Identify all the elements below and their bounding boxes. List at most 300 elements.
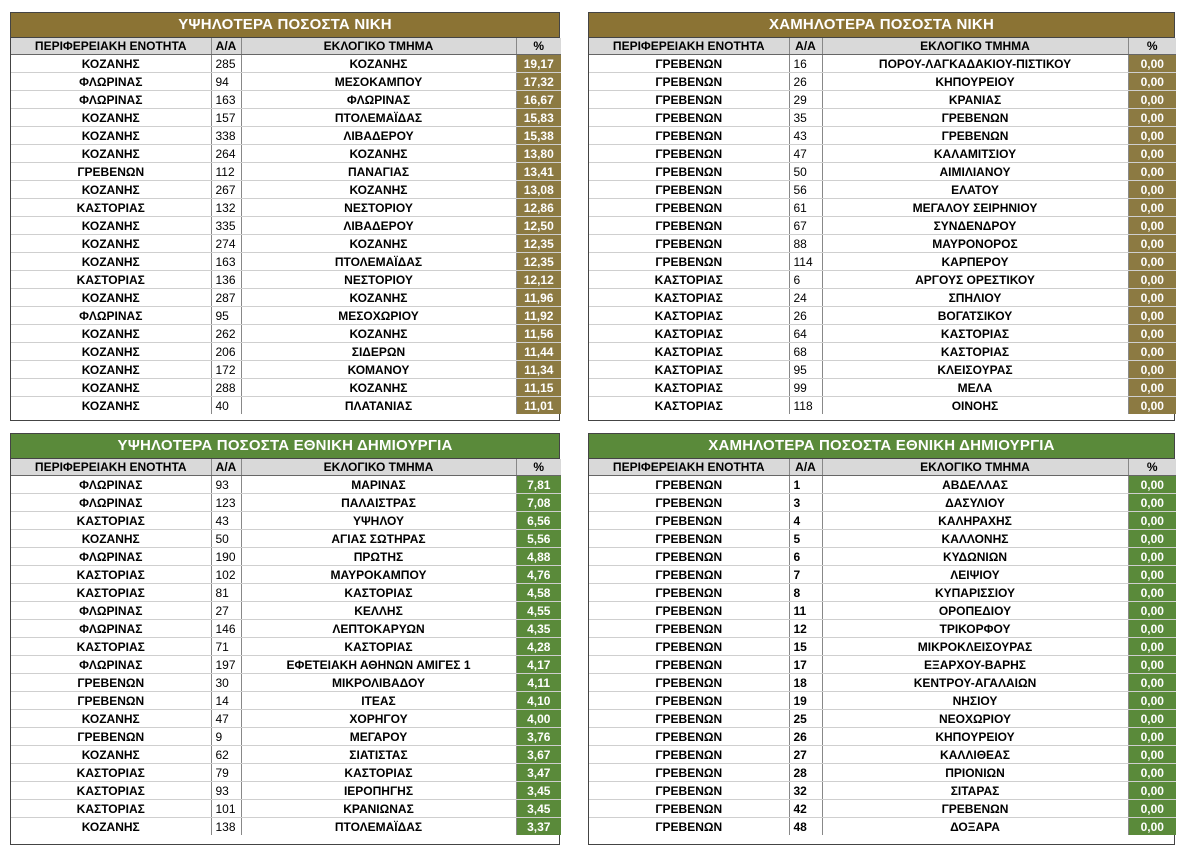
cell-section: ΒΟΓΑΤΣΙΚΟΥ <box>822 307 1128 325</box>
table-row <box>11 235 561 253</box>
table-row <box>589 343 1176 361</box>
cell-section: ΚΛΕΙΣΟΥΡΑΣ <box>822 361 1128 379</box>
cell-pct: 13,80 <box>516 145 561 163</box>
table-row <box>589 602 1176 620</box>
cell-pct: 0,00 <box>1128 379 1176 397</box>
cell-aa: 136 <box>211 271 241 289</box>
table-row <box>589 638 1176 656</box>
cell-region: ΓΡΕΒΕΝΩΝ <box>589 620 789 638</box>
cell-aa: 71 <box>211 638 241 656</box>
cell-section: ΕΦΕΤΕΙΑΚΗ ΑΘΗΝΩΝ ΑΜΙΓΕΣ 1 <box>241 656 516 674</box>
table-row <box>589 325 1176 343</box>
cell-pct: 3,76 <box>516 728 561 746</box>
cell-aa: 114 <box>789 253 822 271</box>
cell-pct: 0,00 <box>1128 746 1176 764</box>
cell-section: ΝΕΟΧΩΡΙΟΥ <box>822 710 1128 728</box>
cell-region: ΚΟΖΑΝΗΣ <box>11 746 211 764</box>
table-row <box>589 800 1176 818</box>
cell-pct: 0,00 <box>1128 397 1176 415</box>
cell-pct: 17,32 <box>516 73 561 91</box>
table-row <box>589 145 1176 163</box>
header-aa: Α/Α <box>211 459 241 476</box>
cell-pct: 0,00 <box>1128 710 1176 728</box>
cell-aa: 64 <box>789 325 822 343</box>
table-row <box>11 494 561 512</box>
cell-pct: 0,00 <box>1128 764 1176 782</box>
cell-pct: 11,92 <box>516 307 561 325</box>
cell-aa: 138 <box>211 818 241 836</box>
cell-section: ΜΙΚΡΟΚΛΕΙΣΟΥΡΑΣ <box>822 638 1128 656</box>
cell-section: ΔΑΣΥΛΙΟΥ <box>822 494 1128 512</box>
header-pct: % <box>1128 38 1176 55</box>
cell-region: ΚΑΣΤΟΡΙΑΣ <box>11 638 211 656</box>
table-row <box>11 343 561 361</box>
cell-region: ΚΑΣΤΟΡΙΑΣ <box>11 512 211 530</box>
cell-region: ΓΡΕΒΕΝΩΝ <box>589 217 789 235</box>
cell-region: ΚΟΖΑΝΗΣ <box>11 235 211 253</box>
cell-section: ΚΟΖΑΝΗΣ <box>241 379 516 397</box>
cell-region: ΚΟΖΑΝΗΣ <box>11 127 211 145</box>
cell-pct: 12,35 <box>516 235 561 253</box>
cell-region: ΚΟΖΑΝΗΣ <box>11 325 211 343</box>
panel-nd-lowest <box>588 12 1175 421</box>
table-row <box>589 307 1176 325</box>
cell-pct: 15,38 <box>516 127 561 145</box>
cell-pct: 0,00 <box>1128 548 1176 566</box>
cell-aa: 27 <box>211 602 241 620</box>
cell-section: ΜΙΚΡΟΛΙΒΑΔΟΥ <box>241 674 516 692</box>
table-row <box>11 217 561 235</box>
table-row <box>11 271 561 289</box>
table-row <box>11 127 561 145</box>
cell-section: ΝΕΣΤΟΡΙΟΥ <box>241 199 516 217</box>
panel-title: ΥΨΗΛΟΤΕΡΑ ΠΟΣΟΣΤΑ ΝΙΚΗ <box>11 13 559 38</box>
table-row <box>11 674 561 692</box>
cell-region: ΓΡΕΒΕΝΩΝ <box>589 566 789 584</box>
cell-pct: 4,10 <box>516 692 561 710</box>
cell-pct: 0,00 <box>1128 800 1176 818</box>
cell-aa: 101 <box>211 800 241 818</box>
table-row <box>589 764 1176 782</box>
cell-pct: 5,56 <box>516 530 561 548</box>
table-row <box>11 656 561 674</box>
cell-region: ΚΑΣΤΟΡΙΑΣ <box>11 800 211 818</box>
cell-section: ΝΗΣΙΟΥ <box>822 692 1128 710</box>
cell-section: ΚΟΖΑΝΗΣ <box>241 181 516 199</box>
cell-region: ΚΑΣΤΟΡΙΑΣ <box>589 343 789 361</box>
cell-section: ΠΡΙΟΝΙΩΝ <box>822 764 1128 782</box>
cell-aa: 26 <box>789 307 822 325</box>
cell-pct: 0,00 <box>1128 325 1176 343</box>
cell-section: ΣΥΝΔΕΝΔΡΟΥ <box>822 217 1128 235</box>
cell-pct: 0,00 <box>1128 692 1176 710</box>
panel-ed-highest <box>10 433 560 845</box>
cell-region: ΓΡΕΒΕΝΩΝ <box>589 476 789 494</box>
cell-aa: 197 <box>211 656 241 674</box>
cell-pct: 4,00 <box>516 710 561 728</box>
table-row <box>589 746 1176 764</box>
table-row <box>589 73 1176 91</box>
cell-section: ΜΑΥΡΟΚΑΜΠΟΥ <box>241 566 516 584</box>
table-row <box>11 379 561 397</box>
cell-section: ΜΑΡΙΝΑΣ <box>241 476 516 494</box>
cell-aa: 7 <box>789 566 822 584</box>
cell-section: ΟΙΝΟΗΣ <box>822 397 1128 415</box>
cell-section: ΚΑΣΤΟΡΙΑΣ <box>241 584 516 602</box>
cell-region: ΚΟΖΑΝΗΣ <box>11 181 211 199</box>
cell-aa: 338 <box>211 127 241 145</box>
table-row <box>589 271 1176 289</box>
cell-section: ΚΑΣΤΟΡΙΑΣ <box>241 638 516 656</box>
cell-section: ΚΡΑΝΙΑΣ <box>822 91 1128 109</box>
table-row <box>11 55 561 73</box>
cell-region: ΓΡΕΒΕΝΩΝ <box>589 764 789 782</box>
cell-region: ΦΛΩΡΙΝΑΣ <box>11 476 211 494</box>
cell-region: ΦΛΩΡΙΝΑΣ <box>11 602 211 620</box>
cell-aa: 262 <box>211 325 241 343</box>
results-table <box>589 38 1176 414</box>
cell-aa: 15 <box>789 638 822 656</box>
cell-section: ΑΙΜΙΛΙΑΝΟΥ <box>822 163 1128 181</box>
cell-region: ΚΟΖΑΝΗΣ <box>11 818 211 836</box>
cell-pct: 0,00 <box>1128 674 1176 692</box>
cell-region: ΚΑΣΤΟΡΙΑΣ <box>589 271 789 289</box>
cell-pct: 0,00 <box>1128 199 1176 217</box>
cell-aa: 132 <box>211 199 241 217</box>
cell-aa: 288 <box>211 379 241 397</box>
cell-pct: 0,00 <box>1128 289 1176 307</box>
table-row <box>589 91 1176 109</box>
cell-aa: 50 <box>789 163 822 181</box>
cell-aa: 17 <box>789 656 822 674</box>
cell-region: ΚΑΣΤΟΡΙΑΣ <box>589 361 789 379</box>
cell-section: ΠΡΩΤΗΣ <box>241 548 516 566</box>
table-row <box>11 73 561 91</box>
cell-pct: 11,96 <box>516 289 561 307</box>
cell-aa: 157 <box>211 109 241 127</box>
table-row <box>589 361 1176 379</box>
cell-pct: 0,00 <box>1128 343 1176 361</box>
cell-region: ΦΛΩΡΙΝΑΣ <box>11 494 211 512</box>
cell-pct: 0,00 <box>1128 109 1176 127</box>
cell-aa: 16 <box>789 55 822 73</box>
cell-region: ΚΑΣΤΟΡΙΑΣ <box>11 764 211 782</box>
header-section: ΕΚΛΟΓΙΚΟ ΤΜΗΜΑ <box>241 459 516 476</box>
table-row <box>11 602 561 620</box>
cell-aa: 190 <box>211 548 241 566</box>
cell-section: ΟΡΟΠΕΔΙΟΥ <box>822 602 1128 620</box>
cell-section: ΚΟΖΑΝΗΣ <box>241 289 516 307</box>
cell-pct: 0,00 <box>1128 253 1176 271</box>
header-aa: Α/Α <box>211 38 241 55</box>
cell-pct: 0,00 <box>1128 566 1176 584</box>
cell-region: ΚΑΣΤΟΡΙΑΣ <box>589 397 789 415</box>
header-region: ΠΕΡΙΦΕΡΕΙΑΚΗ ΕΝΟΤΗΤΑ <box>11 38 211 55</box>
cell-section: ΝΕΣΤΟΡΙΟΥ <box>241 271 516 289</box>
cell-pct: 0,00 <box>1128 476 1176 494</box>
cell-pct: 11,34 <box>516 361 561 379</box>
table-row <box>589 512 1176 530</box>
cell-aa: 94 <box>211 73 241 91</box>
table-row <box>11 584 561 602</box>
table-row <box>11 548 561 566</box>
cell-section: ΓΡΕΒΕΝΩΝ <box>822 127 1128 145</box>
cell-aa: 26 <box>789 728 822 746</box>
cell-pct: 0,00 <box>1128 145 1176 163</box>
cell-region: ΚΑΣΤΟΡΙΑΣ <box>589 289 789 307</box>
cell-pct: 3,47 <box>516 764 561 782</box>
cell-aa: 5 <box>789 530 822 548</box>
cell-section: ΚΗΠΟΥΡΕΙΟΥ <box>822 728 1128 746</box>
cell-section: ΛΙΒΑΔΕΡΟΥ <box>241 127 516 145</box>
cell-section: ΧΟΡΗΓΟΥ <box>241 710 516 728</box>
cell-section: ΕΞΑΡΧΟΥ-ΒΑΡΗΣ <box>822 656 1128 674</box>
table-row <box>11 476 561 494</box>
table-row <box>589 692 1176 710</box>
cell-pct: 0,00 <box>1128 181 1176 199</box>
cell-pct: 3,45 <box>516 782 561 800</box>
panel-title: ΥΨΗΛΟΤΕΡΑ ΠΟΣΟΣΤΑ ΕΘΝΙΚΗ ΔΗΜΙΟΥΡΓΙΑ <box>11 434 559 459</box>
cell-aa: 287 <box>211 289 241 307</box>
table-row <box>11 800 561 818</box>
results-table <box>11 459 561 835</box>
cell-section: ΚΑΛΛΙΘΕΑΣ <box>822 746 1128 764</box>
table-row <box>589 782 1176 800</box>
cell-region: ΦΛΩΡΙΝΑΣ <box>11 73 211 91</box>
cell-aa: 26 <box>789 73 822 91</box>
cell-aa: 93 <box>211 476 241 494</box>
cell-section: ΠΑΛΑΙΣΤΡΑΣ <box>241 494 516 512</box>
cell-aa: 6 <box>789 548 822 566</box>
cell-section: ΛΙΒΑΔΕΡΟΥ <box>241 217 516 235</box>
cell-region: ΚΟΖΑΝΗΣ <box>11 530 211 548</box>
cell-aa: 28 <box>789 764 822 782</box>
table-row <box>589 620 1176 638</box>
cell-section: ΚΑΣΤΟΡΙΑΣ <box>822 343 1128 361</box>
cell-section: ΤΡΙΚΟΡΦΟΥ <box>822 620 1128 638</box>
cell-aa: 48 <box>789 818 822 836</box>
table-row <box>11 91 561 109</box>
cell-region: ΓΡΕΒΕΝΩΝ <box>589 494 789 512</box>
cell-region: ΓΡΕΒΕΝΩΝ <box>589 656 789 674</box>
cell-region: ΓΡΕΒΕΝΩΝ <box>589 638 789 656</box>
cell-section: ΠΤΟΛΕΜΑΪΔΑΣ <box>241 818 516 836</box>
cell-aa: 79 <box>211 764 241 782</box>
cell-region: ΓΡΕΒΕΝΩΝ <box>589 530 789 548</box>
cell-aa: 67 <box>789 217 822 235</box>
panel-ed-lowest <box>588 433 1175 845</box>
cell-aa: 264 <box>211 145 241 163</box>
cell-section: ΑΓΙΑΣ ΣΩΤΗΡΑΣ <box>241 530 516 548</box>
cell-section: ΠΤΟΛΕΜΑΪΔΑΣ <box>241 109 516 127</box>
cell-region: ΓΡΕΒΕΝΩΝ <box>589 584 789 602</box>
cell-region: ΓΡΕΒΕΝΩΝ <box>589 602 789 620</box>
cell-pct: 15,83 <box>516 109 561 127</box>
cell-aa: 267 <box>211 181 241 199</box>
cell-region: ΓΡΕΒΕΝΩΝ <box>589 55 789 73</box>
header-section: ΕΚΛΟΓΙΚΟ ΤΜΗΜΑ <box>822 38 1128 55</box>
cell-aa: 12 <box>789 620 822 638</box>
table-row <box>589 55 1176 73</box>
cell-aa: 3 <box>789 494 822 512</box>
table-row <box>11 163 561 181</box>
cell-region: ΓΡΕΒΕΝΩΝ <box>589 728 789 746</box>
cell-aa: 11 <box>789 602 822 620</box>
cell-region: ΚΟΖΑΝΗΣ <box>11 397 211 415</box>
table-row <box>11 620 561 638</box>
cell-section: ΚΟΖΑΝΗΣ <box>241 235 516 253</box>
cell-pct: 0,00 <box>1128 512 1176 530</box>
cell-pct: 7,81 <box>516 476 561 494</box>
cell-aa: 112 <box>211 163 241 181</box>
cell-pct: 4,35 <box>516 620 561 638</box>
table-row <box>11 782 561 800</box>
cell-aa: 43 <box>211 512 241 530</box>
cell-section: ΚΕΛΛΗΣ <box>241 602 516 620</box>
header-section: ΕΚΛΟΓΙΚΟ ΤΜΗΜΑ <box>822 459 1128 476</box>
cell-aa: 30 <box>211 674 241 692</box>
results-table <box>589 459 1176 835</box>
cell-aa: 285 <box>211 55 241 73</box>
cell-aa: 19 <box>789 692 822 710</box>
cell-aa: 172 <box>211 361 241 379</box>
cell-aa: 163 <box>211 253 241 271</box>
cell-aa: 274 <box>211 235 241 253</box>
table-row <box>11 145 561 163</box>
cell-pct: 12,12 <box>516 271 561 289</box>
cell-section: ΠΛΑΤΑΝΙΑΣ <box>241 397 516 415</box>
cell-region: ΚΑΣΤΟΡΙΑΣ <box>11 782 211 800</box>
cell-pct: 0,00 <box>1128 73 1176 91</box>
table-row <box>11 199 561 217</box>
cell-aa: 206 <box>211 343 241 361</box>
cell-pct: 0,00 <box>1128 494 1176 512</box>
cell-aa: 95 <box>211 307 241 325</box>
cell-pct: 0,00 <box>1128 638 1176 656</box>
table-row <box>11 728 561 746</box>
cell-pct: 7,08 <box>516 494 561 512</box>
results-table <box>11 38 561 414</box>
cell-section: ΑΒΔΕΛΛΑΣ <box>822 476 1128 494</box>
cell-region: ΓΡΕΒΕΝΩΝ <box>589 782 789 800</box>
cell-pct: 3,45 <box>516 800 561 818</box>
cell-region: ΓΡΕΒΕΝΩΝ <box>11 674 211 692</box>
cell-section: ΚΟΖΑΝΗΣ <box>241 55 516 73</box>
cell-aa: 47 <box>789 145 822 163</box>
table-row <box>11 638 561 656</box>
cell-pct: 13,41 <box>516 163 561 181</box>
table-row <box>589 818 1176 836</box>
cell-aa: 146 <box>211 620 241 638</box>
cell-region: ΓΡΕΒΕΝΩΝ <box>589 145 789 163</box>
cell-region: ΦΛΩΡΙΝΑΣ <box>11 548 211 566</box>
cell-pct: 0,00 <box>1128 55 1176 73</box>
cell-region: ΓΡΕΒΕΝΩΝ <box>589 109 789 127</box>
cell-aa: 35 <box>789 109 822 127</box>
cell-section: ΠΤΟΛΕΜΑΪΔΑΣ <box>241 253 516 271</box>
cell-section: ΠΟΡΟΥ-ΛΑΓΚΑΔΑΚΙΟΥ-ΠΙΣΤΙΚΟΥ <box>822 55 1128 73</box>
cell-aa: 43 <box>789 127 822 145</box>
cell-section: ΚΗΠΟΥΡΕΙΟΥ <box>822 73 1128 91</box>
cell-section: ΚΑΛΗΡΑΧΗΣ <box>822 512 1128 530</box>
cell-region: ΓΡΕΒΕΝΩΝ <box>589 818 789 836</box>
header-region: ΠΕΡΙΦΕΡΕΙΑΚΗ ΕΝΟΤΗΤΑ <box>589 459 789 476</box>
cell-pct: 4,55 <box>516 602 561 620</box>
panel-title: ΧΑΜΗΛΟΤΕΡΑ ΠΟΣΟΣΤΑ ΕΘΝΙΚΗ ΔΗΜΙΟΥΡΓΙΑ <box>589 434 1174 459</box>
cell-region: ΚΟΖΑΝΗΣ <box>11 289 211 307</box>
cell-section: ΚΑΣΤΟΡΙΑΣ <box>241 764 516 782</box>
header-pct: % <box>516 459 561 476</box>
cell-region: ΚΑΣΤΟΡΙΑΣ <box>589 325 789 343</box>
table-row <box>11 397 561 415</box>
cell-aa: 61 <box>789 199 822 217</box>
cell-aa: 47 <box>211 710 241 728</box>
cell-pct: 0,00 <box>1128 584 1176 602</box>
header-aa: Α/Α <box>789 459 822 476</box>
table-row <box>11 710 561 728</box>
cell-aa: 163 <box>211 91 241 109</box>
cell-pct: 0,00 <box>1128 163 1176 181</box>
header-row <box>11 38 561 55</box>
cell-section: ΛΕΙΨΙΟΥ <box>822 566 1128 584</box>
table-row <box>589 584 1176 602</box>
table-row <box>589 217 1176 235</box>
table-row <box>589 253 1176 271</box>
header-pct: % <box>1128 459 1176 476</box>
cell-pct: 0,00 <box>1128 728 1176 746</box>
cell-section: ΣΠΗΛΙΟΥ <box>822 289 1128 307</box>
cell-pct: 0,00 <box>1128 620 1176 638</box>
table-row <box>589 397 1176 415</box>
cell-pct: 11,15 <box>516 379 561 397</box>
table-row <box>11 692 561 710</box>
cell-pct: 0,00 <box>1128 818 1176 836</box>
cell-aa: 56 <box>789 181 822 199</box>
cell-region: ΚΑΣΤΟΡΙΑΣ <box>11 199 211 217</box>
cell-aa: 123 <box>211 494 241 512</box>
cell-region: ΚΟΖΑΝΗΣ <box>11 109 211 127</box>
cell-region: ΚΟΖΑΝΗΣ <box>11 55 211 73</box>
cell-pct: 4,11 <box>516 674 561 692</box>
header-region: ΠΕΡΙΦΕΡΕΙΑΚΗ ΕΝΟΤΗΤΑ <box>11 459 211 476</box>
cell-pct: 4,58 <box>516 584 561 602</box>
cell-pct: 0,00 <box>1128 361 1176 379</box>
cell-section: ΣΙΑΤΙΣΤΑΣ <box>241 746 516 764</box>
cell-region: ΓΡΕΒΕΝΩΝ <box>11 163 211 181</box>
cell-section: ΥΨΗΛΟΥ <box>241 512 516 530</box>
cell-section: ΚΑΛΛΟΝΗΣ <box>822 530 1128 548</box>
cell-section: ΚΥΔΩΝΙΩΝ <box>822 548 1128 566</box>
cell-region: ΦΛΩΡΙΝΑΣ <box>11 91 211 109</box>
cell-pct: 12,35 <box>516 253 561 271</box>
cell-section: ΚΡΑΝΙΩΝΑΣ <box>241 800 516 818</box>
cell-region: ΓΡΕΒΕΝΩΝ <box>589 512 789 530</box>
table-row <box>589 235 1176 253</box>
cell-section: ΣΙΤΑΡΑΣ <box>822 782 1128 800</box>
cell-pct: 0,00 <box>1128 127 1176 145</box>
table-row <box>589 494 1176 512</box>
table-row <box>11 746 561 764</box>
table-row <box>11 325 561 343</box>
cell-region: ΚΑΣΤΟΡΙΑΣ <box>589 307 789 325</box>
table-row <box>589 379 1176 397</box>
cell-aa: 25 <box>789 710 822 728</box>
table-row <box>589 289 1176 307</box>
table-row <box>589 674 1176 692</box>
cell-region: ΚΑΣΤΟΡΙΑΣ <box>11 584 211 602</box>
cell-section: ΚΑΣΤΟΡΙΑΣ <box>822 325 1128 343</box>
cell-region: ΚΟΖΑΝΗΣ <box>11 145 211 163</box>
